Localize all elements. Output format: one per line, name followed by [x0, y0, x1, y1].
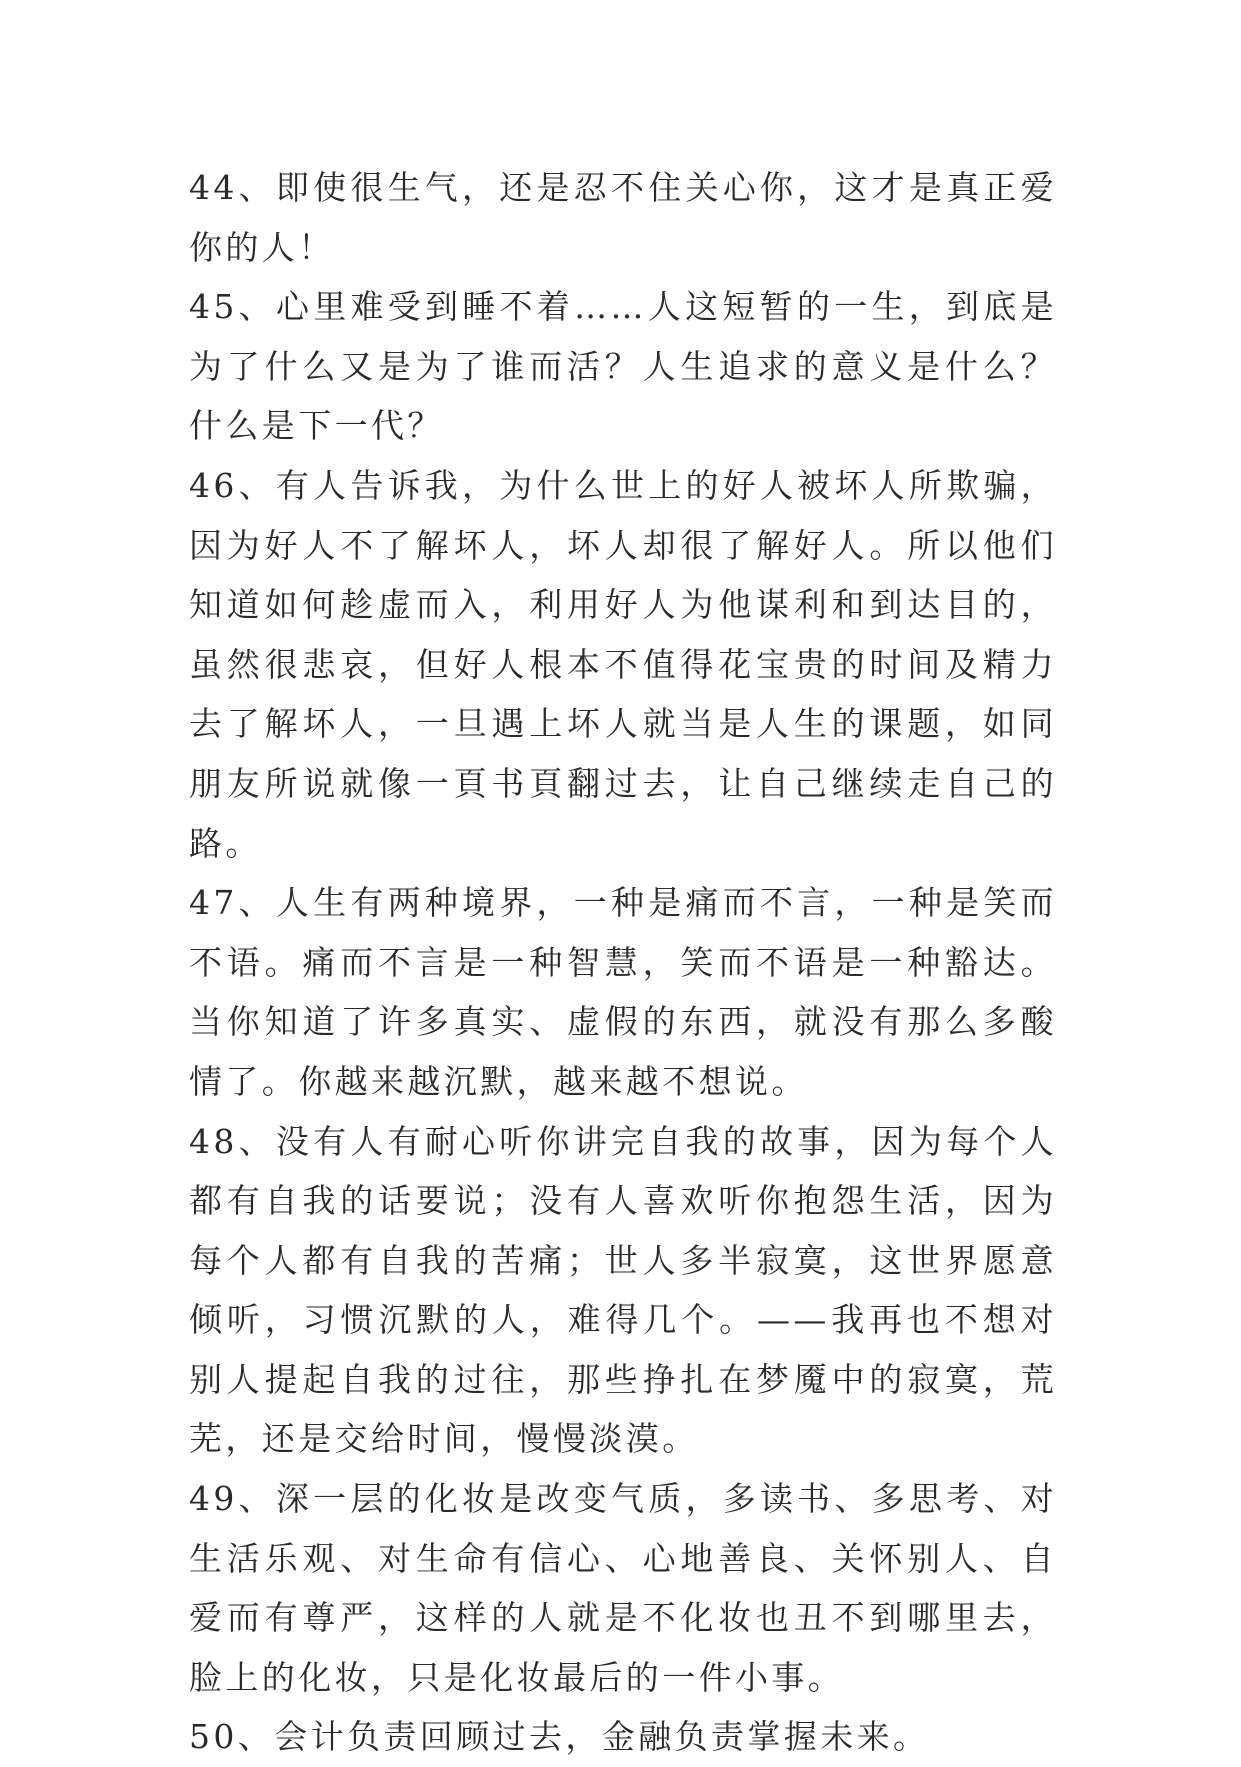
quote-entry-47: 47、人生有两种境界，一种是痛而不言，一种是笑而不语。痛而不言是一种智慧，笑而不语是一种豁达。当你知道了许多真实、虚假的东西，就没有那么多酸情了。你越来越沉默，越来越不想说。 — [189, 883, 1057, 1101]
quote-entry-49: 49、深一层的化妆是改变气质，多读书、多思考、对生活乐观、对生命有信心、心地善良、关怀别人、自爱而有尊严，这样的人就是不化妆也丑不到哪里去，脸上的化妆，只是化妆最后的一件小事。 — [189, 1479, 1057, 1697]
quote-entry-46: 46、有人告诉我，为什么世上的好人被坏人所欺骗，因为好人不了解坏人，坏人却很了解好人。所以他们知道如何趁虚而入，利用好人为他谋利和到达目的，虽然很悲哀，但好人根本不值得花宝贵的时间及精力去了解坏人，一旦遇上坏人就当是人生的课题，如同朋友所说就像一頁书頁翻过去，让自己继续走自己的路。 — [189, 465, 1057, 863]
quote-entry-48: 48、没有人有耐心听你讲完自我的故事，因为每个人都有自我的话要说；没有人喜欢听你抱怨生活，因为每个人都有自我的苦痛；世人多半寂寞，这世界愿意倾听，习惯沉默的人，难得几个。——我再也不想对别人提起自我的过往，那些挣扎在梦魇中的寂寞，荒芜，还是交给时间，慢慢淡漠。 — [189, 1121, 1057, 1459]
document-body — [189, 158, 1057, 1767]
quote-entry-44: 44、即使很生气，还是忍不住关心你，这才是真正爱你的人！ — [189, 168, 1057, 267]
quote-entry-50: 50、会计负责回顾过去，金融负责掌握未来。 — [189, 1717, 930, 1757]
quote-entry-45: 45、心里难受到睡不着……人这短暂的一生，到底是为了什么又是为了谁而活？人生追求的意义是什么？什么是下一代？ — [189, 287, 1057, 446]
